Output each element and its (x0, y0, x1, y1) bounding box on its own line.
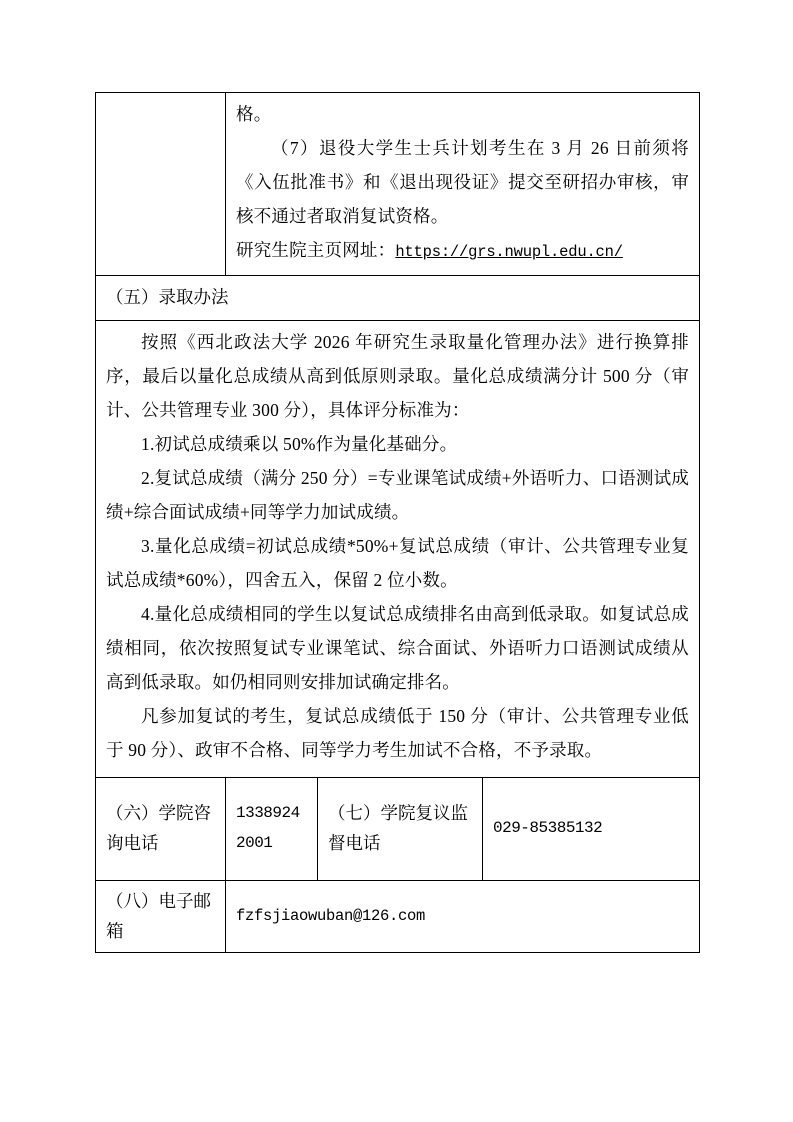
section-paragraph-2: 1.初试总成绩乘以 50%作为量化基础分。 (141, 434, 458, 454)
grad-school-url-line (236, 233, 689, 269)
top-content-cell (226, 93, 700, 276)
section-paragraph-4: 3.量化总成绩=初试总成绩*50%+复试总成绩（审计、公共管理专业复试总成绩*60%），四舍五入，保留 2 位小数。 (106, 536, 690, 590)
phone-value: 13389242001 (236, 804, 300, 852)
section-paragraph-6: 凡参加复试的考生，复试总成绩低于 150 分（审计、公共管理专业低于 90 分）、政审不合格、同等学力考生加试不合格，不予录取。 (106, 706, 690, 760)
top-line-1: 格。 (236, 104, 272, 124)
email-value-cell (226, 881, 700, 953)
table-row-section-heading (96, 276, 700, 321)
review-value-cell (483, 778, 700, 881)
table-row-top (96, 93, 700, 276)
admissions-table (95, 92, 700, 953)
table-row-contacts (96, 778, 700, 881)
phone-label: （六）学院咨询电话 (106, 803, 211, 853)
section-paragraph-1: 按照《西北政法大学 2026 年研究生录取量化管理办法》进行换算排序，最后以量化总成绩从高到低原则录取。量化总成绩满分计 500 分（审计、公共管理专业 300 分），具体评分标准为： (106, 332, 690, 420)
email-label: （八）电子邮箱 (106, 890, 211, 941)
section-paragraph-5: 4.量化总成绩相同的学生以复试总成绩排名由高到低录取。如复试总成绩相同，依次按照复试专业课笔试、综合面试、外语听力口语测试成绩从高到低录取。如仍相同则安排加试确定排名。 (106, 604, 690, 692)
grad-school-url-label: 研究生院主页网址： (236, 240, 396, 260)
section-five-heading: （五）录取办法 (106, 287, 229, 307)
table-row-email (96, 881, 700, 953)
review-phone-value: 029-85385132 (493, 819, 603, 837)
email-value[interactable]: fzfsjiaowuban@126.com (236, 906, 426, 925)
grad-school-url-link[interactable]: https://grs.nwupl.edu.cn/ (395, 243, 623, 261)
empty-left-cell (96, 93, 226, 276)
review-phone-label: （七）学院复议监督电话 (328, 803, 468, 853)
section-five-body-cell (96, 321, 700, 778)
table-row-section-body (96, 321, 700, 778)
email-label-cell (96, 881, 226, 953)
phone-label-cell (96, 778, 226, 881)
phone-value-cell (226, 778, 318, 881)
review-label-cell (318, 778, 483, 881)
section-five-heading-cell (96, 276, 700, 321)
section-paragraph-3: 2.复试总成绩（满分 250 分）=专业课笔试成绩+外语听力、口语测试成绩+综合面试成绩+同等学力加试成绩。 (106, 468, 690, 522)
top-line-2: （7）退役大学生士兵计划考生在 3 月 26 日前须将《入伍批准书》和《退出现役证》提交至研招办审核，审核不通过者取消复试资格。 (236, 138, 690, 226)
